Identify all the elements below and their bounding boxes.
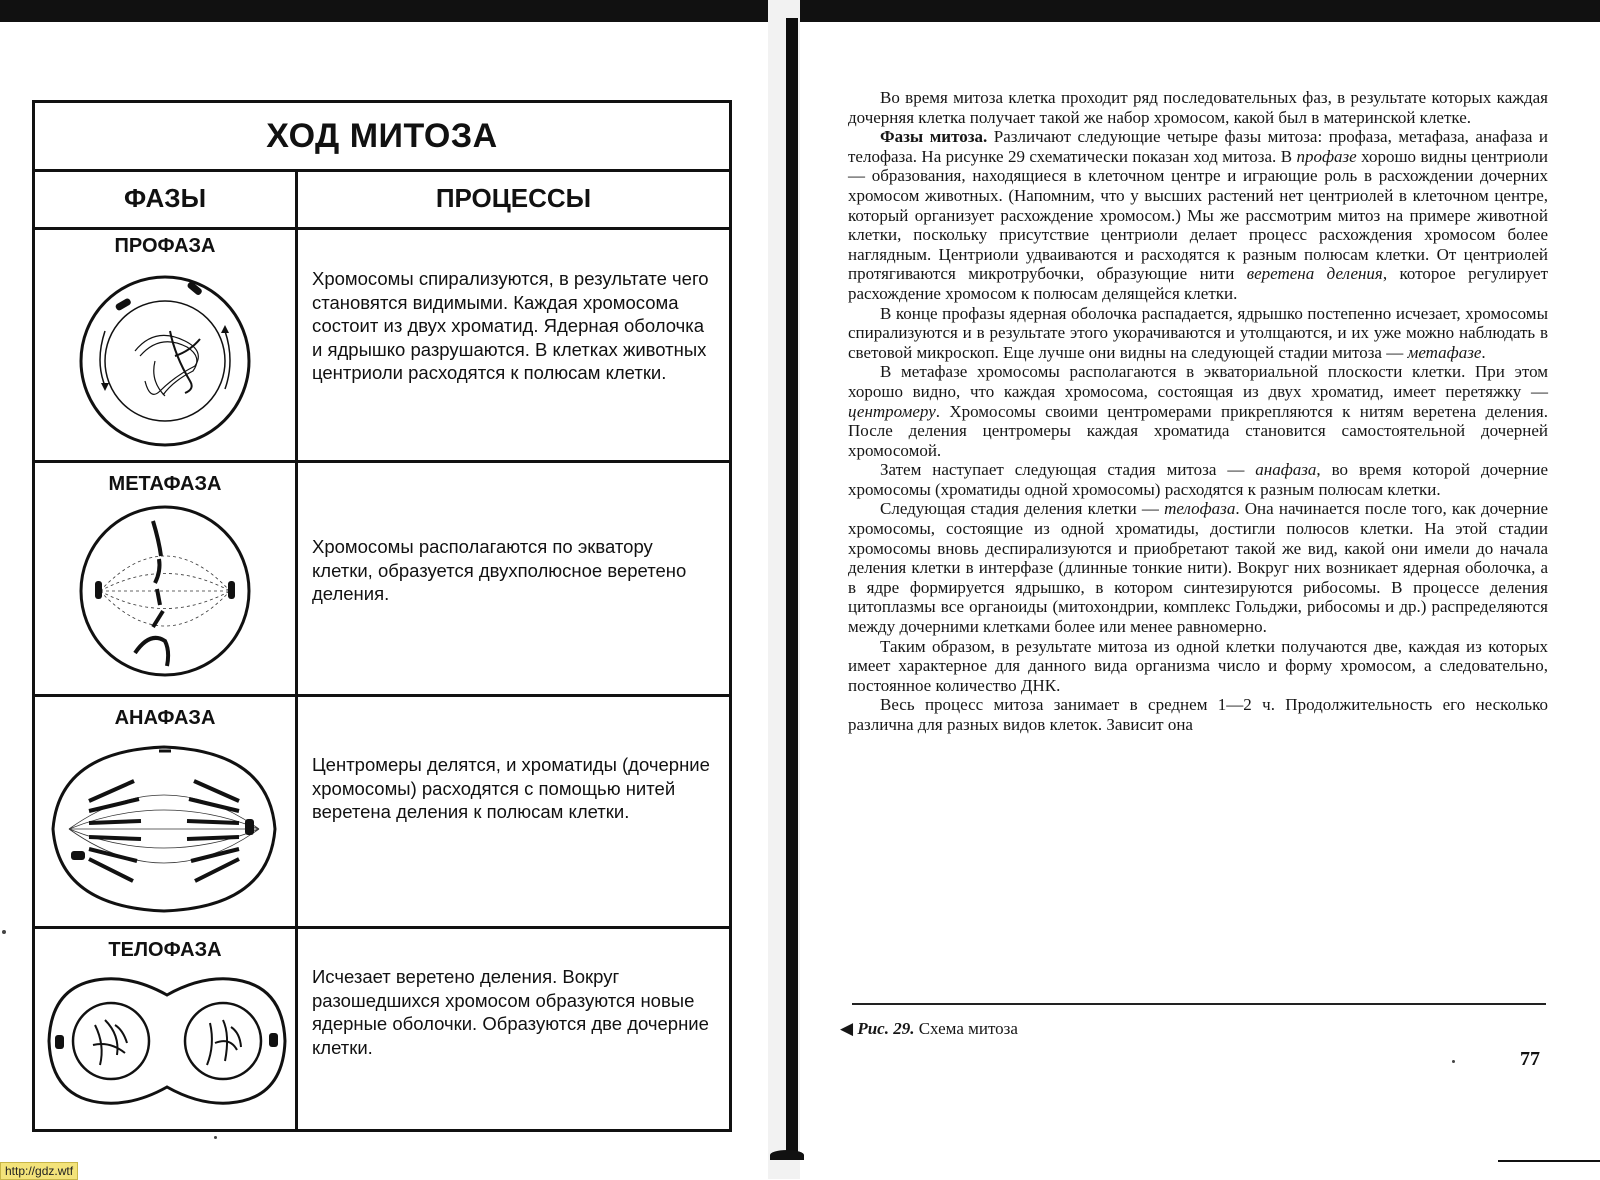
prophase-cell-diagram — [75, 271, 255, 451]
paragraph-text: В конце профазы ядерная оболочка распадается, ядрышко постепенно исчезает, хромосомы спирализуются и в результате этого укорачиваются и утолщаются, и их уже можно наблюдать в световой микроскоп. Еще лучше они видны на следующей стадии митоза — — [848, 303, 1548, 362]
paragraph-text: Следующая стадия деления клетки — — [880, 499, 1165, 519]
paragraph-text: В метафазе хромосомы располагаются в экваториальной плоскости клетки. При этом хорошо видно, что каждая хромосома, состоящая из двух хроматид, имеет перетяжку — — [848, 362, 1548, 401]
header-processes: ПРОЦЕССЫ — [435, 182, 592, 213]
watermark-link[interactable]: http://gdz.wtf — [0, 1162, 78, 1180]
term-metaphase: метафазе — [1407, 342, 1482, 362]
paragraph-intro — [848, 88, 1548, 127]
page-speck — [214, 1136, 217, 1139]
phase-name: АНАФАЗА — [114, 707, 216, 729]
paragraph-metaphase — [848, 362, 1548, 460]
term-spindle: веретена деления — [1246, 264, 1383, 284]
process-description: Хромосомы располагаются по экватору клетки, образуется двухполюсное веретено деления. — [312, 536, 687, 604]
mitosis-table — [32, 100, 732, 1132]
paragraph-telophase — [848, 499, 1548, 636]
phase-name: МЕТАФАЗА — [108, 473, 222, 495]
phase-name: ПРОФАЗА — [114, 235, 216, 257]
figure-caption — [840, 1019, 1018, 1039]
row-telophase — [35, 929, 729, 1129]
paragraph-text: . Хромосомы своими центромерами прикрепляются к нитям веретена деления. После деления центромеры каждая хроматида становится самостоятельной дочерней хромосомой. — [848, 401, 1548, 460]
paragraph-text: Весь процесс митоза занимает в среднем 1—2 ч. Продолжительность его несколько различна для разных видов клеток. Зависит она — [848, 695, 1548, 734]
paragraph-text: , во время которой дочерние хромосомы (хроматиды одной хромосомы) расходятся к разным полюсам клетки. — [848, 460, 1548, 499]
paragraph-text: . Она начинается после того, как дочерние хромосомы, состоящие из одной хроматиды, достигли полюсов клетки. На этой стадии хромосомы вновь деспирализуются и приобретают такой же вид, какой они имели до начала деления клетки в интерфазе (длинные тонкие нити). Вокруг них возникает ядерная оболочка, а в ядре формируется ядрышко, в котором синтезируются рибосомы. В процессе деления цитоплазмы все органоиды (митохондрии, комплекс Гольджи, рибосомы и др.) распределяются между дочерними клетками более или менее равномерно. — [848, 499, 1548, 637]
header-phases: ФАЗЫ — [123, 182, 207, 213]
table-title: ХОД МИТОЗА — [35, 103, 729, 172]
anaphase-cell-diagram — [49, 741, 279, 917]
page-speck — [1452, 1060, 1455, 1063]
caption-divider — [852, 1003, 1546, 1005]
term-anaphase: анафаза — [1255, 460, 1317, 480]
paragraph-end-prophase — [848, 304, 1548, 363]
term-telophase: телофаза — [1164, 499, 1236, 519]
paragraph-text: хорошо видны центриоли — образования, находящиеся в клеточном центре и играющие роль в расхождении дочерних хромосом животных. (Напомним, что у высших растений нет центриолей в клеточном центре, который организует расхождение хромосом.) Мы же рассмотрим митоз на примере животной клетки, поскольку присутствие центриоли делает процесс расхождения хромосом более наглядным. Центриоли удваиваются и расходятся к разным полюсам клетки. От центриолей протягиваются микротрубочки, образующие нити — [848, 146, 1548, 284]
paragraph-anaphase — [848, 460, 1548, 499]
top-dark-edge — [0, 0, 1600, 22]
caption-text: Схема митоза — [914, 1019, 1018, 1038]
table-header-row — [35, 169, 729, 230]
process-description: Хромосомы спирализуются, в результате чего становятся видимыми. Каждая хромосома состоит из двух хроматид. Ядерная оболочка и ядрышко разрушаются. В клетках животных центриоли расходятся к полюсам клетки. — [312, 268, 709, 383]
metaphase-cell-diagram — [75, 501, 255, 681]
term-prophase: профазе — [1296, 146, 1357, 166]
paragraph-text: . — [1481, 342, 1486, 362]
section-heading: Фазы митоза. — [880, 127, 988, 147]
paragraph-text: , которое регулирует расхождение хромосом к полюсам делящейся клетки. — [848, 264, 1548, 303]
paragraph-phases — [848, 127, 1548, 303]
right-page-text — [848, 88, 1548, 735]
paragraph-text: Затем наступает следующая стадия митоза — — [880, 460, 1256, 480]
row-metaphase — [35, 463, 729, 697]
paragraph-summary — [848, 637, 1548, 696]
bottom-edge-line — [1498, 1160, 1600, 1162]
row-prophase — [35, 227, 729, 463]
term-centromere: центромеру — [848, 401, 936, 421]
telophase-cell-diagram — [45, 975, 289, 1107]
process-description: Центромеры делятся, и хроматиды (дочерние хромосомы) расходятся с помощью нитей веретена деления к полюсам клетки. — [312, 754, 710, 822]
phase-name: ТЕЛОФАЗА — [108, 939, 222, 961]
book-spine-shadow — [786, 18, 798, 1158]
caption-arrow-icon: ◀ — [840, 1019, 854, 1038]
paragraph-text: Во время митоза клетка проходит ряд последовательных фаз, в результате которых каждая дочерняя клетка получает такой же набор хромосом, какой был в материнской клетке. — [848, 88, 1548, 127]
paragraph-text: Различают следующие четыре фазы митоза: профаза, метафаза, анафаза и телофаза. На рисунке 29 схематически показан ход митоза. В — [848, 127, 1548, 166]
caption-figure-number: Рис. 29. — [857, 1019, 915, 1038]
paragraph-duration — [848, 695, 1548, 734]
page-speck — [2, 930, 6, 934]
page-number: 77 — [1520, 1048, 1540, 1070]
process-description: Исчезает веретено деления. Вокруг разошедшихся хромосом образуются новые ядерные оболочки. Образуются две дочерние клетки. — [312, 966, 709, 1058]
book-spine-foot — [770, 1150, 804, 1160]
row-anaphase — [35, 697, 729, 929]
paragraph-text: Таким образом, в результате митоза из одной клетки получаются две, каждая из которых имеет характерное для данного вида организма число и форму хромосом, а следовательно, постоянное количество ДНК. — [848, 636, 1548, 695]
